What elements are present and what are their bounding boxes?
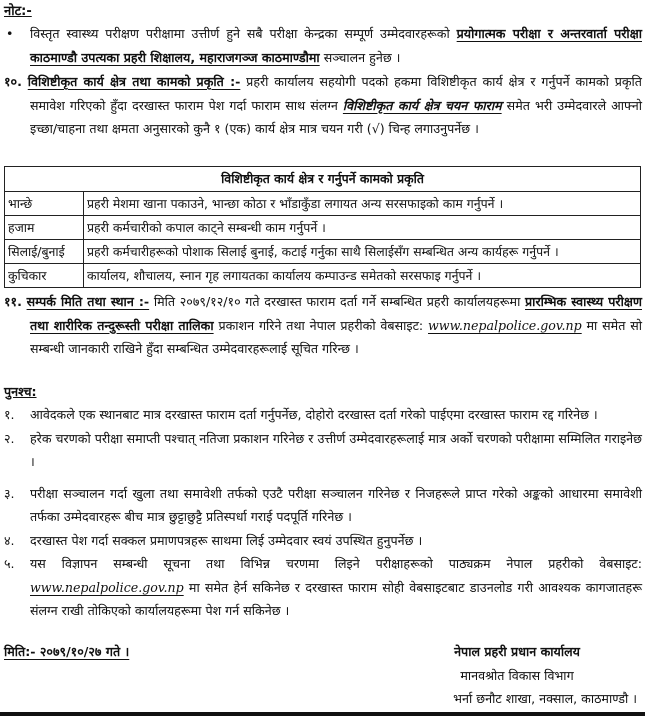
work-table-header: विशिष्टीकृत कार्य क्षेत्र र गर्नुपर्ने कामको प्रकृति [5,167,641,192]
item-text: परीक्षा सञ्चालन गर्दा खुला तथा समावेशी तर्फको एउटै परीक्षा सञ्चालन गरिनेछ र निजहरूले प्राप्त गरेको अङ्कको आधारमा समावेशी तर्फका उम्मेदवारहरू बीच मात्र छुट्टाछुट्टै प्रतिस्पर्धा गराई पदपूर्ति गरिनेछ । [30,485,642,524]
section-11-title: सम्पर्क मिति तथा स्थान :- [26,294,150,309]
exam-schedule-name: प्रारम्भिक स्वास्थ्य परीक्षण तथा शारीरिक तन्दुरूस्ती परीक्षा तालिका [30,294,642,333]
selection-form-name: विशिष्टीकृत कार्य क्षेत्र चयन फाराम [342,97,502,113]
list-item [4,529,642,553]
section-10-title: विशिष्टीकृत कार्य क्षेत्र तथा कामको प्रकृति :- [27,74,241,89]
table-row [5,240,641,264]
list-item [4,403,642,427]
issuing-office [397,640,637,711]
table-row [5,192,641,216]
work-area-table [4,166,641,288]
work-area: कुचिकार [5,264,84,288]
branch-address: भर्ना छनौट शाखा, नक्साल, काठमाण्डौ । [453,691,637,706]
list-item [4,482,642,529]
item-text: दरखास्त पेश गर्दा सक्कल प्रमाणपत्रहरू साथमा लिई उम्मेदवार स्वयं उपस्थित हुनुपर्नेछ । [30,532,423,548]
note-text-end: सञ्चालन हुनेछ । [319,49,401,65]
section-10-text-1: प्रहरी कार्यालय सहयोगी पदको हकमा विशिष्टीकृत कार्य क्षेत्र र गर्नुपर्ने कामको प्रकृति समावेश गरिएको हुँदा दरखास्त फाराम पेश गर्दा फाराम साथ संलग्न [30,74,642,113]
item-number: ३. [4,485,15,501]
work-duty: प्रहरी कर्मचारीको कपाल काट्ने सम्बन्धी काम गर्नुपर्ने । [84,216,641,240]
item-text: आवेदकले एक स्थानबाट मात्र दरखास्त फाराम दर्ता गर्नुपर्नेछ, दोहोरो दरखास्त दर्ता गरेको पाईएमा दरखास्त फाराम रद्द गरिनेछ । [30,407,598,422]
section-10-number: १०. [4,74,22,89]
work-duty: प्रहरी मेशमा खाना पकाउने, भान्छा कोठा र भाँडाकुँडा लगायत अन्य सरसफाइको काम गर्नुपर्ने । [84,192,641,216]
work-area: हजाम [5,216,84,240]
bullet-icon: • [6,26,14,41]
section-11-number: ११. [4,294,22,309]
item-text: हरेक चरणको परीक्षा समाप्ती पश्चात् नतिजा प्रकाशन गरिनेछ र उत्तीर्ण उम्मेदवारहरूलाई मात्र अर्को चरणको परीक्षामा सम्मिलित गराइनेछ । [30,430,642,469]
item-number: १. [4,407,15,422]
work-area: सिलाई/बुनाई [5,240,84,264]
table-row [5,216,641,240]
section-11-text-1: मिति २०७९/१२/१० गते दरखास्त फाराम दर्ता गर्ने सम्बन्धित प्रहरी कार्यालयहरूमा [149,294,526,309]
list-item [4,552,642,623]
work-area: भान्छे [5,192,84,216]
postscript-heading: पुनश्च: [4,384,37,399]
note-text-start: विस्तृत स्वास्थ्य परीक्षण परीक्षामा उत्तीर्ण हुने सबै परीक्षा केन्द्रका सम्पूर्ण उम्मेदवारहरूको [30,26,457,41]
section-10-text-2: समेत भरी उम्मेदवारले आफ्नो इच्छा/चाहना तथा क्षमता अनुसारको कुनै १ (एक) कार्य क्षेत्र मात्र चयन गरी (√) चिन्ह लगाउनुपर्नेछ । [30,97,642,136]
department-name: मानवश्रोत विकास विभाग [460,667,574,683]
note-bullet [4,22,642,69]
postscript-list [4,403,642,623]
website-link[interactable]: www.nepalpolice.gov.np [428,317,582,333]
website-link[interactable]: www.nepalpolice.gov.np [30,579,184,595]
office-name: नेपाल प्रहरी प्रधान कार्यालय [454,644,580,659]
section-11-text-3: मा समेत सो सम्बन्धी जानकारी राखिने हुँदा सम्बन्धित उम्मेदवारहरूलाई सूचित गरिन्छ । [30,317,642,356]
list-item [4,427,642,474]
section-11 [4,290,642,361]
work-duty: प्रहरी कर्मचारीहरूको पोशाक सिलाई बुनाई, कटाई गर्नुका साथै सिलाईसँग सम्बन्धित अन्य कार्यहरू गर्नुपर्ने । [84,240,641,264]
item-number: २. [4,430,15,446]
item-number: ४. [4,532,15,548]
note-heading: नोट:- [4,4,32,19]
note-venue: प्रयोगात्मक परीक्षा र अन्तरवार्ता परीक्षा काठमाण्डौ उपत्यका प्रहरी शिक्षालय, महाराजगञ्ज काठमाण्डौमा [30,26,642,65]
item-number: ५. [4,556,15,571]
section-10 [4,70,642,141]
item-text-continued: मा समेत हेर्न सकिनेछ र दरखास्त फाराम सोही वेबसाइटबाट डाउनलोड गरी आवश्यक कागजातहरू संलग्न राखी तोकिएको कार्यालयहरूमा पेश गर्न सकिनेछ । [30,579,642,618]
note-text [30,22,642,69]
section-11-text-2: प्रकाशन गरिने तथा नेपाल प्रहरीको वेबसाइट: [213,317,429,333]
table-row [5,264,641,288]
bottom-divider [0,712,645,716]
notice-date: मिति:- २०७९/१०/२७ गते । [4,644,130,659]
item-text: यस विज्ञापन सम्बन्धी सूचना तथा विभिन्न चरणमा लिइने परीक्षाहरूको पाठ्यक्रम नेपाल प्रहरीको वेबसाइट: [30,556,642,571]
work-duty: कार्यालय, शौचालय, स्नान गृह लगायतका कार्यालय कम्पाउन्ड समेतको सरसफाइ गर्नुपर्ने । [84,264,641,288]
